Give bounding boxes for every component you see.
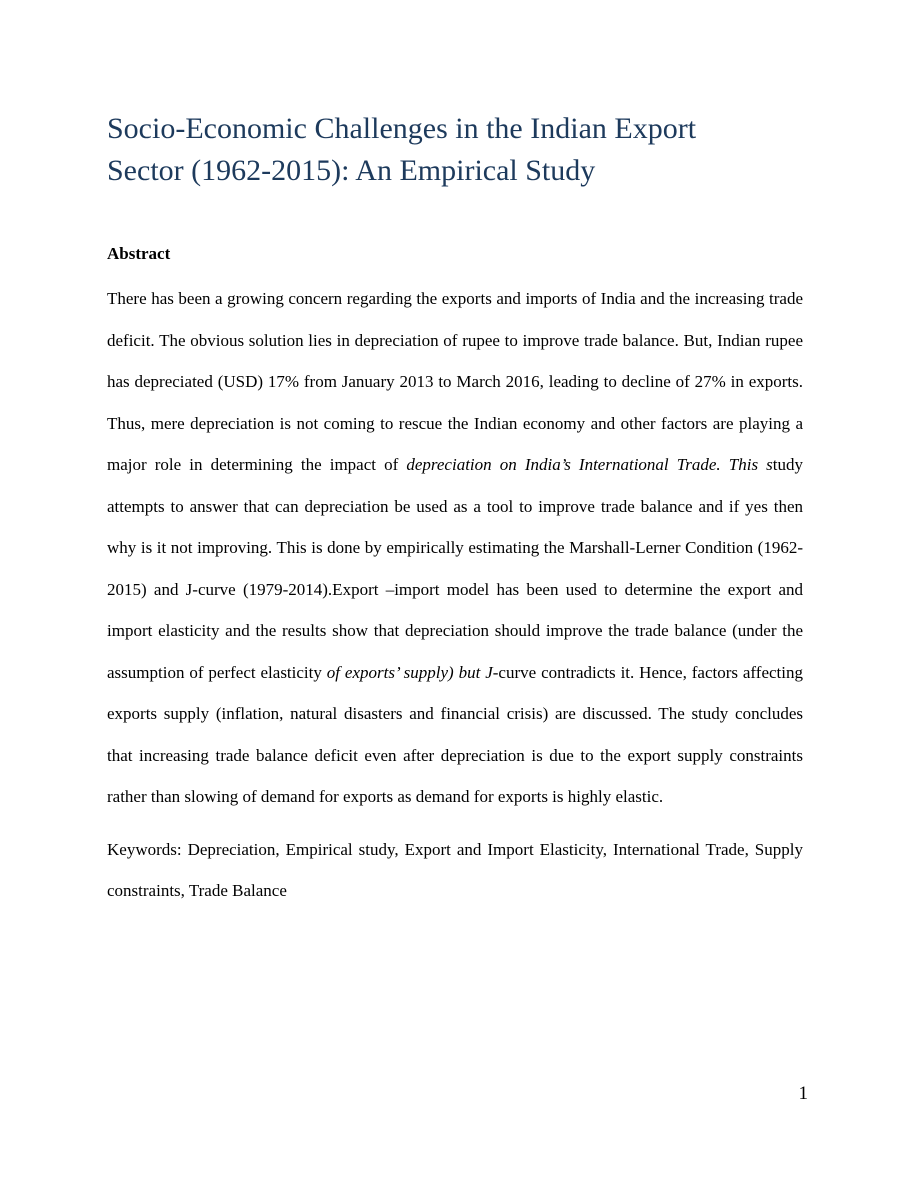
abstract-segment-1: There has been a growing concern regarding the exports and imports of India and the increasing trade deficit. The obvious solution lies in depreciation of rupee to improve trade balance. But, Indian rupee has depreciated (USD) 17% from January 2013 to March 2016, leading to decline of 27% in exports. Thus, mere depreciation is not coming to rescue the Indian economy and other factors are playing a major role in determining the impact of: [107, 289, 803, 474]
abstract-segment-4-italic: of exports’ supply) but J: [326, 662, 493, 682]
page-title: Socio-Economic Challenges in the Indian Export Sector (1962-2015): An Empirical Study: [107, 112, 697, 187]
abstract-heading: Abstract: [107, 244, 171, 263]
abstract-segment-3: tudy attempts to answer that can depreciation be used as a tool to improve trade balance and if yes then why is it not improving. This is done by empirically estimating the Marshall-Lerner Condition (1962-2015) and J-curve (1979-2014).Export –import model has been used to determine the export and import elasticity and the results show that depreciation should improve the trade balance (under the assumption of perfect elasticity: [107, 455, 804, 682]
abstract-segment-2-italic: depreciation on India’s International Trade. This s: [406, 455, 773, 474]
abstract-paragraph: [107, 278, 803, 818]
abstract-segment-5: -curve contradicts it. Hence, factors affecting exports supply (inflation, natural disasters and financial crisis) are discussed. The study concludes that increasing trade balance deficit even after depreciation is due to the export supply constraints rather than slowing of demand for exports as demand for exports is highly elastic.: [107, 662, 803, 806]
keywords-line: Keywords: Depreciation, Empirical study, Export and Import Elasticity, International Trade, Supply constraints, Trade Balance: [107, 839, 803, 900]
page-number: 1: [798, 1083, 808, 1104]
